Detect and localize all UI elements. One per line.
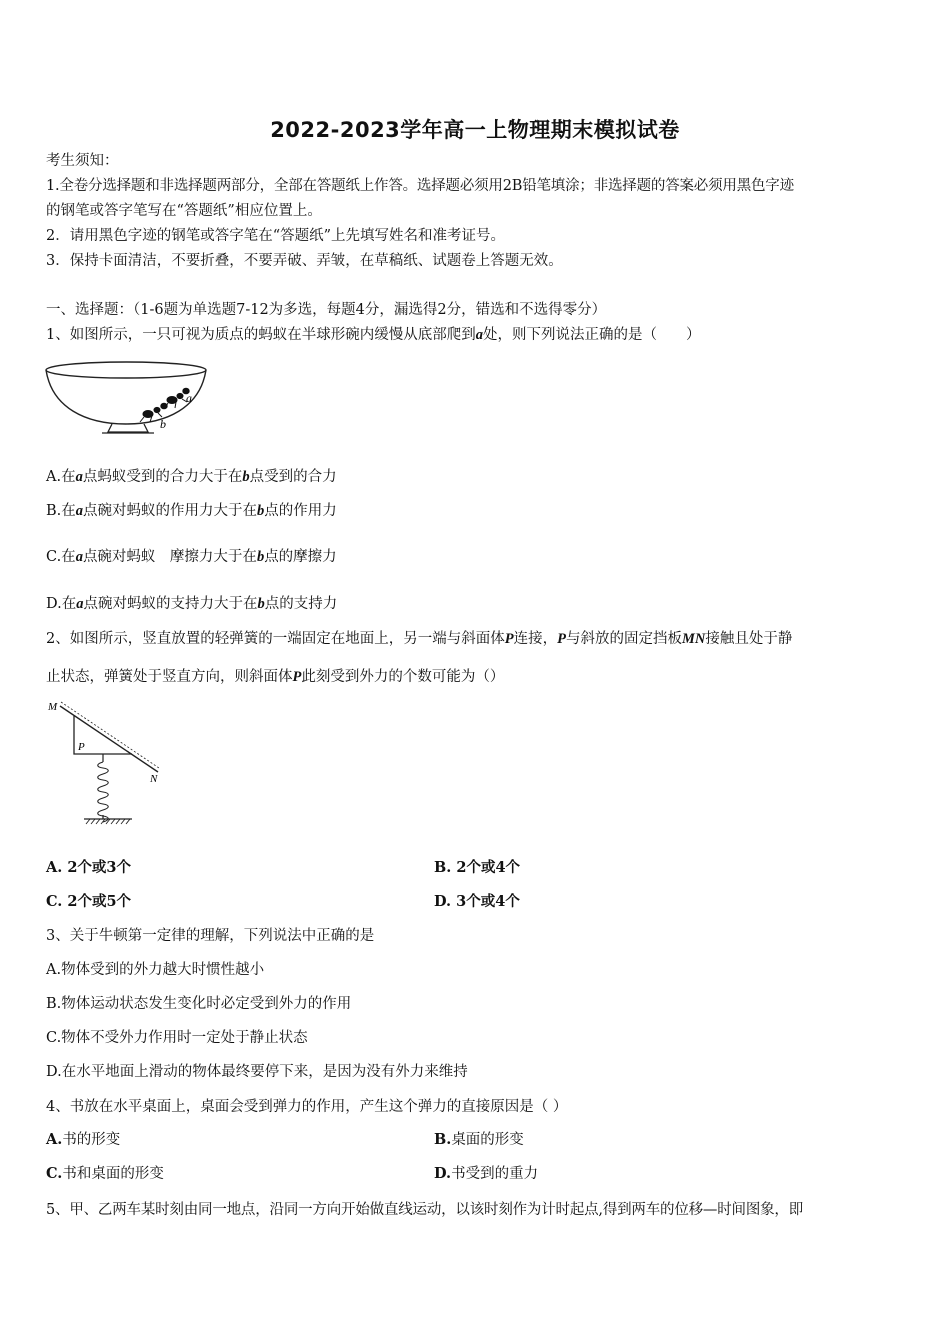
section-heading: 一、选择题：（1-6题为单选题7-12为多选，每题4分，漏选得2分，错选和不选得零分） bbox=[46, 302, 607, 318]
q1-option-b[interactable]: B.在a点碗对蚂蚁的作用力大于在b点的作用力 bbox=[46, 503, 337, 519]
q2-stem-line-2: 止状态，弹簧处于竖直方向，则斜面体P此刻受到外力的个数可能为（） bbox=[46, 669, 505, 685]
q2-option-c[interactable]: C. 2个或5个 bbox=[46, 893, 132, 910]
q3-option-c[interactable]: C.物体不受外力作用时一定处于静止状态 bbox=[46, 1030, 308, 1046]
q4-stem: 4、书放在水平桌面上，桌面会受到弹力的作用，产生这个弹力的直接原因是（ ） bbox=[46, 1099, 568, 1115]
q4-option-b[interactable]: B.桌面的形变 bbox=[434, 1131, 524, 1148]
q3-stem: 3、关于牛顿第一定律的理解，下列说法中正确的是 bbox=[46, 928, 375, 944]
q2-option-b[interactable]: B. 2个或4个 bbox=[434, 859, 521, 876]
q3-option-d[interactable]: D.在水平地面上滑动的物体最终要停下来，是因为没有外力来维持 bbox=[46, 1064, 468, 1080]
q4-option-d[interactable]: D.书受到的重力 bbox=[434, 1165, 539, 1182]
q2-option-d[interactable]: D. 3个或4个 bbox=[434, 893, 520, 910]
q1-option-a[interactable]: A.在a点蚂蚁受到的合力大于在b点受到的合力 bbox=[46, 469, 337, 485]
fig-label-a: a bbox=[186, 391, 192, 405]
notice-item-1-line-2: 的钢笔或答字笔写在“答题纸”相应位置上。 bbox=[46, 203, 322, 219]
q1-option-c[interactable]: C.在a点碗对蚂蚁 摩擦力大于在b点的摩擦力 bbox=[46, 549, 337, 565]
q1-stem: 1、如图所示，一只可视为质点的蚂蚁在半球形碗内缓慢从底部爬到a处，则下列说法正确的是（ ） bbox=[46, 327, 701, 343]
q4-option-a[interactable]: A.书的形变 bbox=[46, 1131, 121, 1148]
q1-option-d[interactable]: D.在a点碗对蚂蚁的支持力大于在b点的支持力 bbox=[46, 596, 338, 612]
notice-item-3: 3．保持卡面清洁，不要折叠，不要弄破、弄皱，在草稿纸、试题卷上答题无效。 bbox=[46, 253, 563, 269]
fig-label-b: b bbox=[160, 417, 166, 431]
q3-option-b[interactable]: B.物体运动状态发生变化时必定受到外力的作用 bbox=[46, 996, 352, 1012]
notice-item-2: 2．请用黑色字迹的钢笔或答字笔在“答题纸”上先填写姓名和准考证号。 bbox=[46, 228, 506, 244]
notice-item-1-line-1: 1.全卷分选择题和非选择题两部分，全部在答题纸上作答。选择题必须用2B铅笔填涂；非选择题的答案必须用黑色字迹 bbox=[46, 178, 794, 194]
page-title: 2022-2023学年高一上物理期末模拟试卷 bbox=[270, 118, 680, 142]
fig-label-m: M bbox=[48, 701, 58, 713]
bowl-figure bbox=[44, 356, 224, 440]
q2-stem-line-1: 2、如图所示，竖直放置的轻弹簧的一端固定在地面上，另一端与斜面体P连接，P与斜放的固定挡板MN接触且处于静 bbox=[46, 631, 793, 647]
q4-option-c[interactable]: C.书和桌面的形变 bbox=[46, 1165, 164, 1182]
q3-option-a[interactable]: A.物体受到的外力越大时惯性越小 bbox=[46, 962, 265, 978]
spring-wedge-figure bbox=[44, 700, 174, 830]
fig-label-p: P bbox=[78, 741, 85, 753]
notice-heading: 考生须知： bbox=[46, 153, 119, 169]
fig-label-n: N bbox=[150, 773, 158, 785]
q2-option-a[interactable]: A. 2个或3个 bbox=[46, 859, 132, 876]
q5-stem: 5、甲、乙两车某时刻由同一地点，沿同一方向开始做直线运动，以该时刻作为计时起点,得到两车的位移—时间图象，即 bbox=[46, 1202, 804, 1218]
